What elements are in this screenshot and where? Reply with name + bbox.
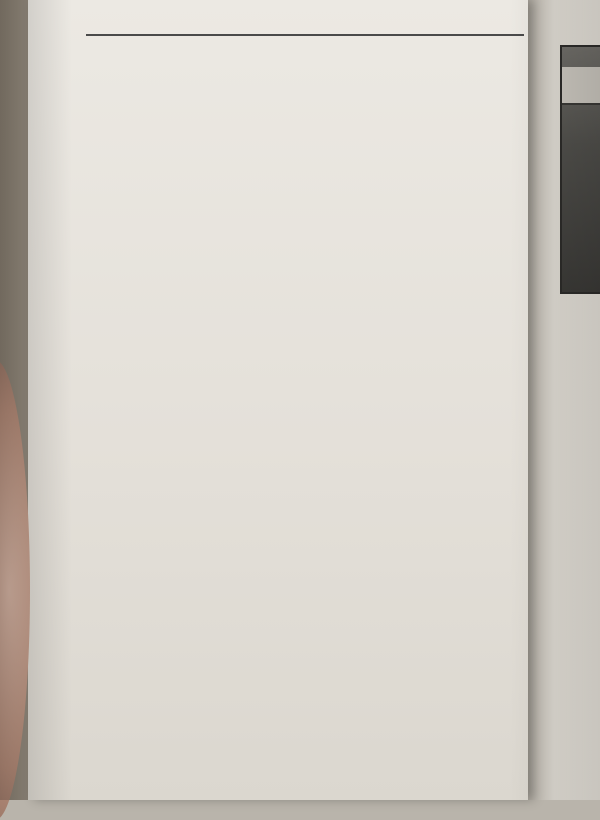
right-page-photo [560,45,600,294]
book-page [28,0,528,800]
header-rule [86,34,524,36]
photo-banner [562,67,600,105]
